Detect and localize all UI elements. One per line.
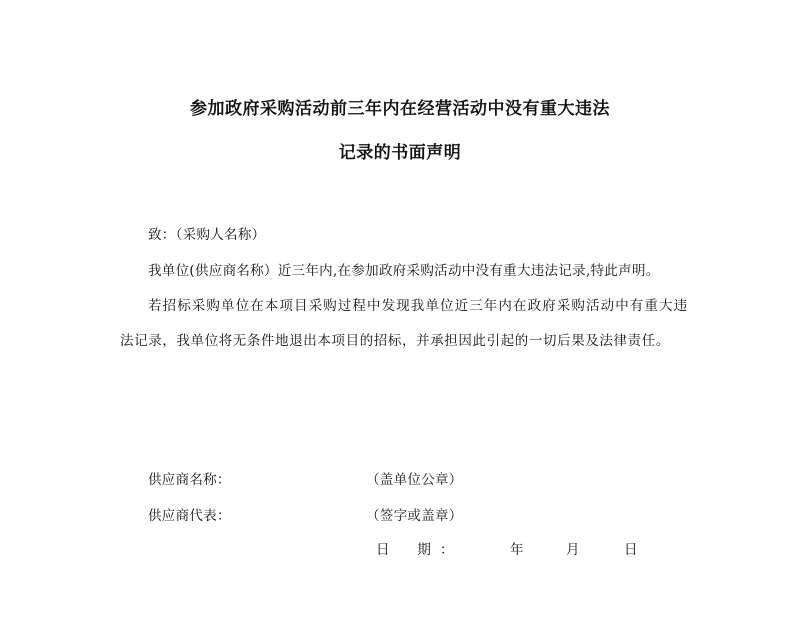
supplier-name-label: 供应商名称： [148, 472, 231, 488]
date-colon: ： [440, 542, 454, 558]
representative-signature-note: （签字或盖章） [366, 508, 463, 524]
date-month: 月 [566, 542, 580, 558]
supplier-seal-note: （盖单位公章） [366, 472, 463, 488]
date-year: 年 [510, 542, 524, 558]
document-title-line-2: 记录的书面声明 [338, 143, 462, 163]
salutation: 致：（采购人名称） [148, 227, 266, 243]
date-label: 日 期 [376, 542, 432, 558]
declaration-paragraph-1: 我单位(供应商名称）近三年内,在参加政府采购活动中没有重大违法记录,特此声明。 [148, 263, 660, 279]
document-title-line-1: 参加政府采购活动前三年内在经营活动中没有重大违法 [190, 99, 610, 119]
declaration-paragraph-2-line-2: 法记录，我单位将无条件地退出本项目的招标，并承担因此引起的一切后果及法律责任。 [120, 333, 670, 349]
supplier-representative-label: 供应商代表： [148, 508, 231, 524]
date-day: 日 [624, 542, 638, 558]
declaration-paragraph-2-line-1: 若招标采购单位在本项目采购过程中发现我单位近三年内在政府采购活动中有重大违 [148, 298, 689, 314]
